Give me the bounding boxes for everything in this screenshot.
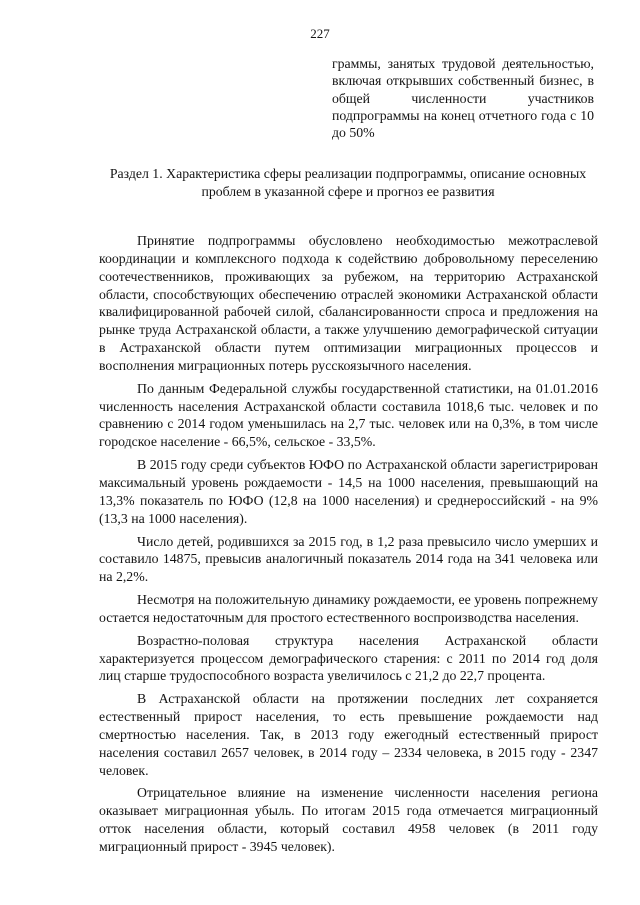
paragraph-natural-growth: В Астраханской области на протяжении последних лет сохраняется естественный прирост населения, то есть превышение рождаемости над смертностью населения. Так, в 2013 году ежегодный естественный прирост населения составил 2657 человек, в 2014 году – 2334 человека, в 2015 году - 2347 человек. — [99, 691, 598, 778]
body-text — [99, 232, 598, 861]
section-heading: Раздел 1. Характеристика сферы реализации подпрограммы, описание основных проблем в указанной сфере и прогноз ее развития — [109, 166, 587, 199]
paragraph-birth-rate: В 2015 году среди субъектов ЮФО по Астраханской области зарегистрирован максимальный уровень рождаемости - 14,5 на 1000 населения, превышающий на 13,3% показатель по ЮФО (12,8 на 1000 населения) и среднероссийский - на 9% (13,3 на 1000 населения). — [99, 457, 598, 526]
paragraph-rationale: Принятие подпрограммы обусловлено необходимостью межотраслевой координации и комплексного подхода к содействию добровольному переселению соотечественников, проживающих за рубежом, на территорию Астраханской области, способствующих обеспечению отраслей экономики Астраханской области квалифицированной рабочей силой, сбалансированности спроса и предложения на рынке труда Астраханской области, а также улучшению демографической ситуации в Астраханской области путем оптимизации миграционных процессов и восполнения миграционных потерь русскоязычного населения. — [99, 233, 598, 373]
paragraph-reproduction: Несмотря на положительную динамику рождаемости, ее уровень попрежнему остается недостаточным для простого естественного воспроизводства населения. — [99, 592, 598, 625]
paragraph-births: Число детей, родившихся за 2015 год, в 1,2 раза превысило число умерших и составило 14875, превысив аналогичный показатель 2014 года на 341 человека или на 2,2%. — [99, 533, 598, 585]
paragraph-migration: Отрицательное влияние на изменение численности населения региона оказывает миграционная убыль. По итогам 2015 года отмечается миграционный отток населения области, который составил 4958 человек (в 2011 году миграционный прирост - 3945 человек). — [99, 785, 598, 854]
paragraph-population: По данным Федеральной службы государственной статистики, на 01.01.2016 численность населения Астраханской области составила 1018,6 тыс. человек и по сравнению с 2014 годом уменьшилась на 2,7 тыс. человек или на 0,3%, в том числе городское население - 66,5%, сельское - 33,5%. — [99, 380, 598, 450]
page-number: 227 — [310, 26, 330, 41]
paragraph-age-structure: Возрастно-половая структура населения Астраханской области характеризуется процессом демографического старения: с 2011 по 2014 год доля лиц старше трудоспособного возраста увеличилось с 21,2 до 22,7 процента. — [99, 632, 598, 684]
table-cell-fragment: граммы, занятых трудовой деятельностью, включая открывших собственный бизнес, в общей численности участников подпрограммы на конец отчетного года с 10 до 50% — [332, 56, 594, 141]
